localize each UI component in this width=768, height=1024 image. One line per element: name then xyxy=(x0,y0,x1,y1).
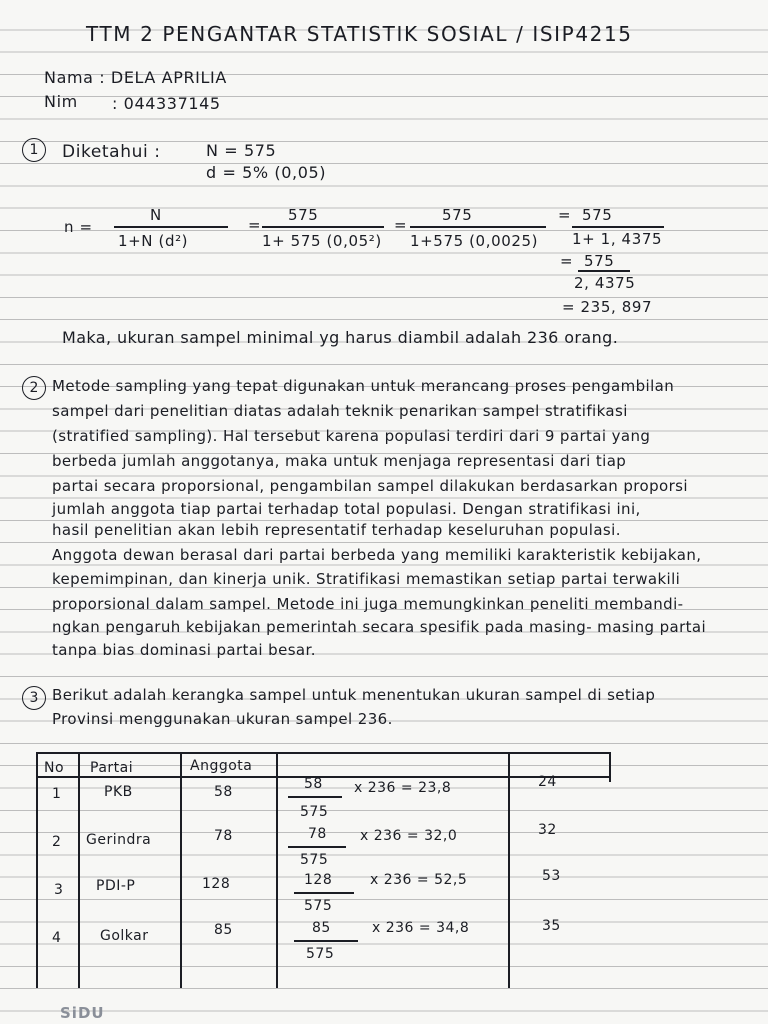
fraction-2-bar xyxy=(262,226,384,228)
equals-sign: = xyxy=(248,216,262,234)
q1-conclusion: Maka, ukuran sampel minimal yg harus diambil adalah 236 orang. xyxy=(62,328,619,347)
fraction-1-denominator: 1+N (d²) xyxy=(118,232,189,250)
table-row-anggota: 85 xyxy=(214,922,233,938)
table-row-no: 2 xyxy=(52,834,62,850)
table-column-border xyxy=(36,752,38,988)
table-column-border xyxy=(276,752,278,988)
q2-line: (stratified sampling). Hal tersebut karena populasi terdiri dari 9 partai yang xyxy=(52,427,651,445)
proportion-numerator: 128 xyxy=(304,872,333,888)
table-header-anggota: Anggota xyxy=(190,758,253,774)
population-size: N = 575 xyxy=(206,141,277,160)
equals-sign: = xyxy=(558,206,572,224)
proportion-calculation: x 236 = 23,8 xyxy=(354,780,452,796)
proportion-bar xyxy=(288,796,342,798)
table-row-no: 3 xyxy=(54,882,64,898)
proportion-denominator: 575 xyxy=(300,804,329,820)
error-margin: d = 5% (0,05) xyxy=(206,163,327,182)
q3-line: Provinsi menggunakan ukuran sampel 236. xyxy=(52,710,393,728)
table-row-sample: 32 xyxy=(538,822,557,838)
fraction-4-numerator: 575 xyxy=(582,206,613,224)
table-row-anggota: 58 xyxy=(214,784,233,800)
fraction-2-denominator: 1+ 575 (0,05²) xyxy=(262,232,382,250)
table-row-no: 1 xyxy=(52,786,62,802)
proportion-numerator: 78 xyxy=(308,826,327,842)
notebook-brand-logo: SiDU xyxy=(60,1004,105,1022)
proportion-bar xyxy=(288,846,346,848)
question-1-number: 1 xyxy=(22,138,46,162)
fraction-4-denominator: 1+ 1, 4375 xyxy=(572,230,663,248)
fraction-4-bar xyxy=(572,226,664,228)
q2-line: proporsional dalam sampel. Metode ini juga memungkinkan peneliti membandi- xyxy=(52,595,684,613)
proportion-calculation: x 236 = 32,0 xyxy=(360,828,458,844)
q2-line: tanpa bias dominasi partai besar. xyxy=(52,641,316,659)
table-row-partai: Gerindra xyxy=(86,832,152,848)
table-header-divider xyxy=(36,776,610,778)
q3-line: Berikut adalah kerangka sampel untuk menentukan ukuran sampel di setiap xyxy=(52,686,656,704)
table-row-sample: 24 xyxy=(538,774,557,790)
table-header-partai: Partai xyxy=(90,760,134,776)
fraction-1-bar xyxy=(114,226,228,228)
table-row-partai: PDI-P xyxy=(96,878,136,894)
q2-line: ngkan pengaruh kebijakan pemerintah secara spesifik pada masing- masing partai xyxy=(52,618,707,636)
proportion-calculation: x 236 = 34,8 xyxy=(372,920,470,936)
fraction-5-bar xyxy=(578,270,630,272)
n-equals: n = xyxy=(64,218,93,236)
fraction-1-numerator: N xyxy=(150,206,162,224)
fraction-2-numerator: 575 xyxy=(288,206,319,224)
table-row-sample: 35 xyxy=(542,918,561,934)
proportion-bar xyxy=(294,940,358,942)
proportion-denominator: 575 xyxy=(300,852,329,868)
proportion-denominator: 575 xyxy=(306,946,335,962)
fraction-5-numerator: 575 xyxy=(584,252,615,270)
fraction-3-bar xyxy=(410,226,546,228)
q2-line: partai secara proporsional, pengambilan sampel dilakukan berdasarkan proporsi xyxy=(52,477,688,495)
table-row-anggota: 78 xyxy=(214,828,233,844)
proportion-bar xyxy=(294,892,354,894)
nim-label: Nim xyxy=(44,92,78,111)
table-header-no: No xyxy=(44,760,65,776)
table-row-sample: 53 xyxy=(542,868,561,884)
equals-sign: = xyxy=(560,252,574,270)
fraction-3-numerator: 575 xyxy=(442,206,473,224)
table-column-border xyxy=(508,752,510,988)
fraction-3-denominator: 1+575 (0,0025) xyxy=(410,232,539,250)
question-3-number: 3 xyxy=(22,686,46,710)
equals-sign: = xyxy=(394,216,408,234)
given-label: Diketahui : xyxy=(62,142,161,162)
table-row-partai: Golkar xyxy=(100,928,149,944)
fraction-5-denominator: 2, 4375 xyxy=(574,274,636,292)
table-row-partai: PKB xyxy=(104,784,133,800)
table-top-border xyxy=(36,752,610,754)
q2-line: Anggota dewan berasal dari partai berbeda yang memiliki karakteristik kebijakan, xyxy=(52,546,702,564)
q2-line: jumlah anggota tiap partai terhadap total populasi. Dengan stratifikasi ini, xyxy=(52,500,641,518)
page-title: TTM 2 PENGANTAR STATISTIK SOSIAL / ISIP4215 xyxy=(86,22,633,46)
proportion-denominator: 575 xyxy=(304,898,333,914)
q2-line: sampel dari penelitian diatas adalah teknik penarikan sampel stratifikasi xyxy=(52,402,628,420)
table-column-border xyxy=(180,752,182,988)
table-row-no: 4 xyxy=(52,930,62,946)
student-name: Nama : DELA APRILIA xyxy=(44,68,227,87)
proportion-numerator: 85 xyxy=(312,920,331,936)
table-row-anggota: 128 xyxy=(202,876,231,892)
nim-value: : 044337145 xyxy=(112,94,221,113)
question-2-number: 2 xyxy=(22,376,46,400)
slovin-result: = 235, 897 xyxy=(562,298,653,316)
q2-line: berbeda jumlah anggotanya, maka untuk menjaga representasi dari tiap xyxy=(52,452,627,470)
table-column-border xyxy=(609,752,611,782)
proportion-numerator: 58 xyxy=(304,776,323,792)
proportion-calculation: x 236 = 52,5 xyxy=(370,872,468,888)
q2-line: kepemimpinan, dan kinerja unik. Stratifikasi memastikan setiap partai terwakili xyxy=(52,570,681,588)
q2-line: hasil penelitian akan lebih representatif terhadap keseluruhan populasi. xyxy=(52,521,621,539)
table-column-border xyxy=(78,752,80,988)
q2-line: Metode sampling yang tepat digunakan untuk merancang proses pengambilan xyxy=(52,377,675,395)
